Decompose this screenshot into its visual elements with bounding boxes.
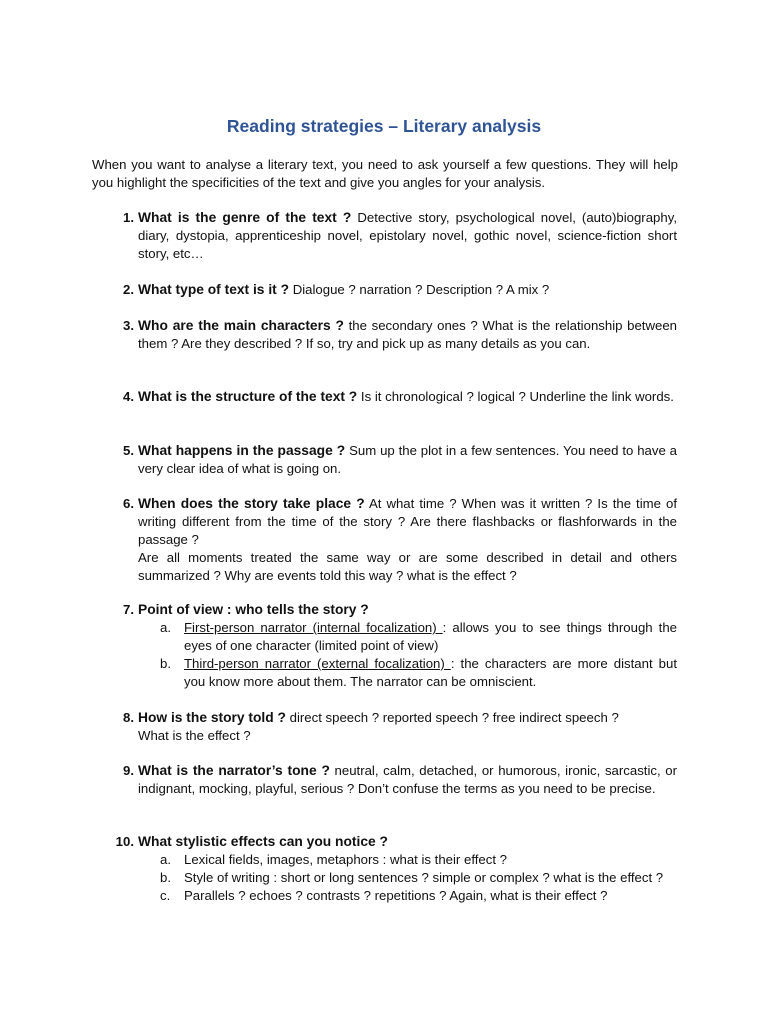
sub-text: : allows you to see things through the eyes of one character (limited point of view) (184, 620, 677, 653)
item-text: Sum up the plot in a few sentences. You need to have a very clear idea of what is going on. (138, 443, 677, 476)
item-text: Detective story, psychological novel, (auto)biography, diary, dystopia, apprenticeship novel, epistolary novel, gothic novel, science-fiction short story, etc… (138, 210, 677, 261)
list-item-9 (123, 762, 677, 798)
item-text: direct speech ? reported speech ? free indirect speech ? (289, 710, 619, 725)
sub-text: Lexical fields, images, metaphors : what is their effect ? (184, 852, 508, 867)
list-item-7 (123, 601, 677, 691)
list-item-2 (123, 281, 677, 299)
sub-text: Parallels ? echoes ? contrasts ? repetitions ? Again, what is their effect ? (184, 888, 608, 903)
item-number: 2. (123, 282, 134, 297)
item-text: Dialogue ? narration ? Description ? A mix ? (292, 282, 550, 297)
item-text: At what time ? When was it written ? Is the time of writing different from the time of the story ? Are there flashbacks or flashforwards in the passage ? (138, 496, 677, 547)
list-item-5 (123, 442, 677, 478)
item-number: 6. (123, 496, 134, 511)
list-item-3 (123, 317, 677, 353)
item-number: 5. (123, 443, 134, 458)
item-question: What stylistic effects can you notice ? (138, 834, 388, 849)
item-question: When does the story take place ? (138, 496, 365, 511)
item-number: 1. (123, 210, 134, 225)
sub-item-c (138, 887, 677, 905)
list-item-10 (115, 833, 677, 905)
item-number: 4. (123, 389, 134, 404)
item-text: Is it chronological ? logical ? Underline the link words. (360, 389, 674, 404)
item-text: the secondary ones ? What is the relationship between them ? Are they described ? If so, try and pick up as many details as you can. (138, 318, 677, 351)
item-number: 7. (123, 602, 134, 617)
item-text-continued: Are all moments treated the same way or are some described in detail and others summarized ? Why are events told this way ? what is the effect ? (138, 550, 677, 583)
sub-letter: a. (160, 852, 171, 867)
list-item-8 (123, 709, 677, 745)
item-number: 3. (123, 318, 134, 333)
intro-paragraph: When you want to analyse a literary text, you need to ask yourself a few questions. They will help you highlight the specificities of the text and give you angles for your analysis. (92, 157, 678, 190)
sub-letter: b. (160, 870, 171, 885)
sub-item-b (138, 655, 677, 691)
item-question: What happens in the passage ? (138, 443, 346, 458)
sub-item-a (138, 851, 677, 869)
item-question: Point of view : who tells the story ? (138, 602, 369, 617)
page-title: Reading strategies – Literary analysis (226, 116, 542, 136)
item-text: neutral, calm, detached, or humorous, ironic, sarcastic, or indignant, mocking, playful, serious ? Don’t confuse the terms as you need to be precise. (138, 763, 677, 796)
sub-item-b (138, 869, 677, 887)
sub-letter: a. (160, 620, 171, 635)
item-number: 8. (123, 710, 134, 725)
sub-letter: c. (160, 888, 171, 903)
sub-text: Style of writing : short or long sentences ? simple or complex ? what is the effect ? (184, 870, 664, 885)
list-item-1 (123, 209, 677, 263)
item-question: What is the narrator’s tone ? (138, 763, 330, 778)
list-item-6 (123, 495, 677, 585)
item-question: Who are the main characters ? (138, 318, 344, 333)
item-question: What type of text is it ? (138, 282, 290, 297)
sub-text: : the characters are more distant but you know more about them. The narrator can be omniscient. (184, 656, 677, 689)
item-text-continued: What is the effect ? (138, 728, 251, 743)
item-question: What is the structure of the text ? (138, 389, 358, 404)
item-question: What is the genre of the text ? (138, 210, 352, 225)
list-item-4 (123, 388, 677, 406)
item-question: How is the story told ? (138, 710, 286, 725)
sub-underlined-term: Third-person narrator (external focalization) (184, 656, 451, 671)
sub-underlined-term: First-person narrator (internal focalization) (184, 620, 443, 635)
sub-letter: b. (160, 656, 171, 671)
item-number: 10. (115, 834, 134, 849)
item-number: 9. (123, 763, 134, 778)
sub-item-a (138, 619, 677, 655)
